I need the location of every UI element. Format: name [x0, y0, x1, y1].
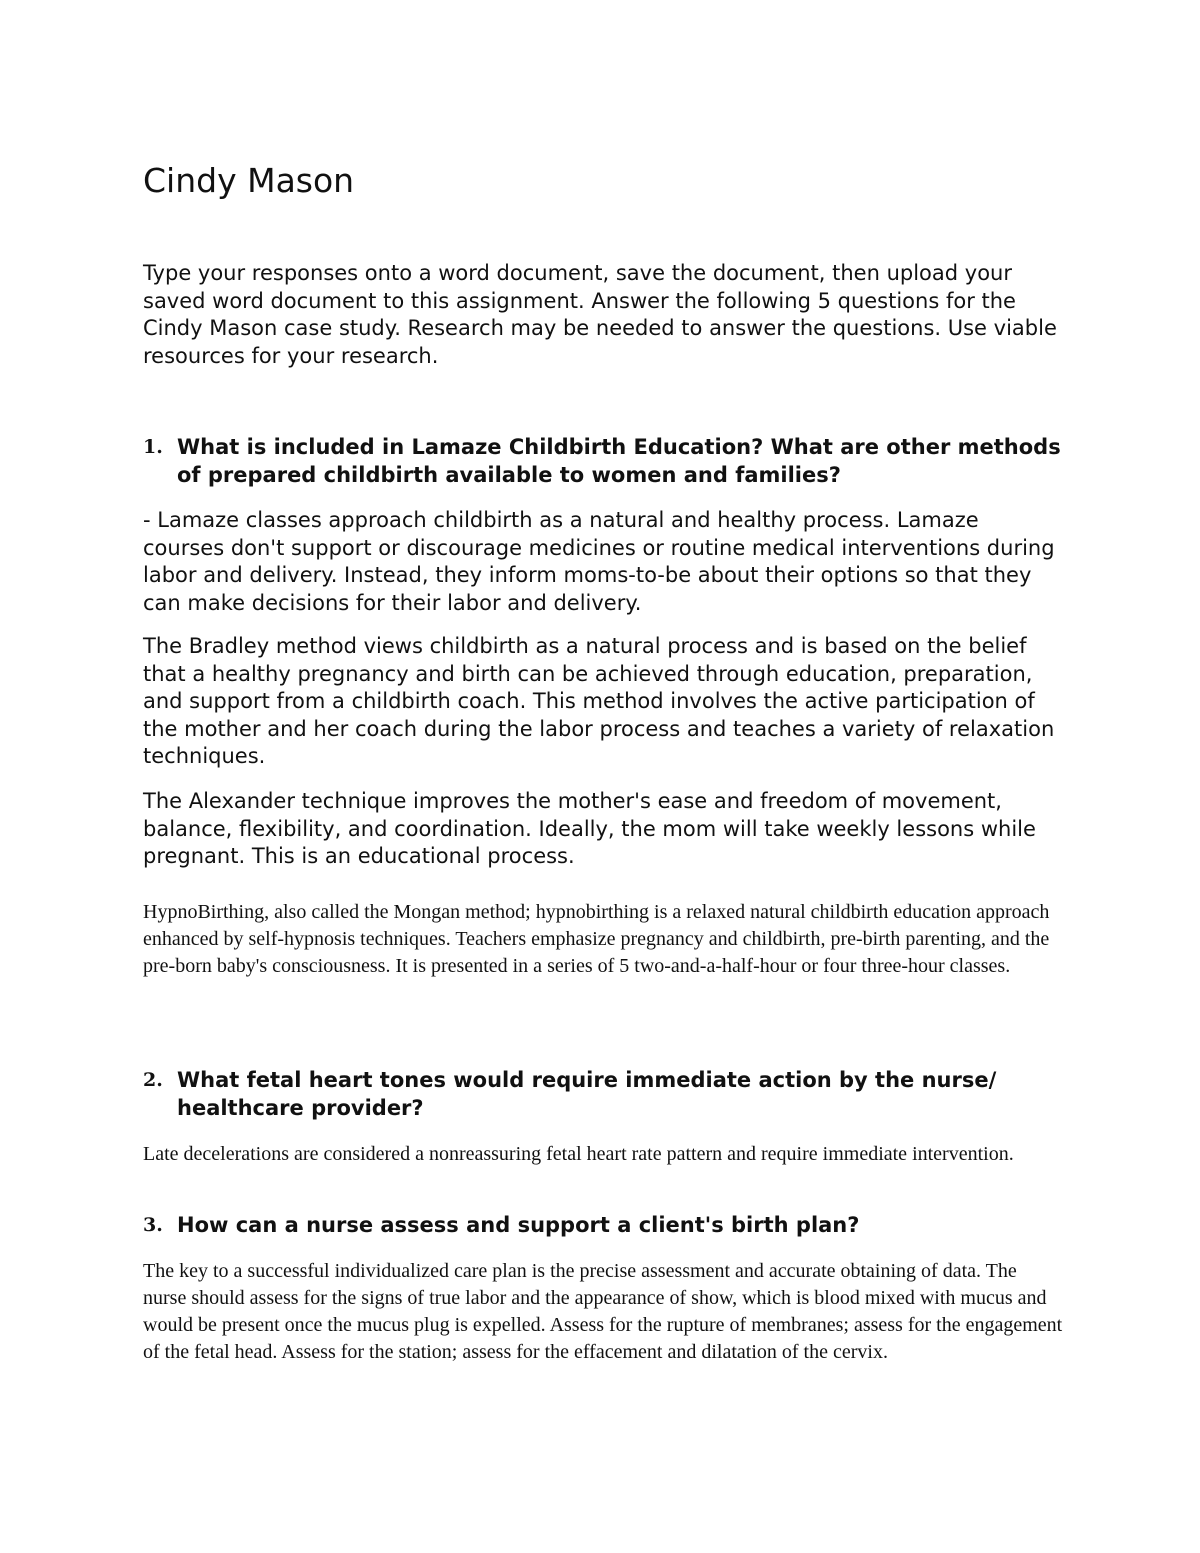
- question-3: [143, 1211, 1063, 1239]
- answer-alexander-technique: The Alexander technique improves the mother's ease and freedom of movement, balance, flexibility, and coordination. Ideally, the mom will take weekly lessons while pregnant. This is an educational process.: [143, 789, 1036, 868]
- question-number: 1.: [143, 436, 163, 458]
- question-1: [143, 433, 1063, 489]
- document-title: Cindy Mason: [143, 161, 355, 200]
- answer-hypnobirthing: HypnoBirthing, also called the Mongan method; hypnobirthing is a relaxed natural childbirth education approach enhanced by self-hypnosis techniques. Teachers emphasize pregnancy and childbirth, pre-birth parenting, and the pre-born baby's consciousness. It is presented in a series of 5 two-and-a-half-hour or four three-hour classes.: [143, 901, 1050, 977]
- question-number: 3.: [143, 1214, 163, 1236]
- assignment-instructions: Type your responses onto a word document, save the document, then upload your saved word document to this assignment. Answer the following 5 questions for the Cindy Mason case study. Research may be needed to answer the questions. Use viable resources for your research.: [143, 261, 1057, 368]
- question-2: [143, 1066, 1063, 1122]
- answer-bradley-method: The Bradley method views childbirth as a natural process and is based on the belief that a healthy pregnancy and birth can be achieved through education, preparation, and support from a childbirth coach. This method involves the active participation of the mother and her coach during the labor process and teaches a variety of relaxation techniques.: [143, 634, 1055, 768]
- question-text: What fetal heart tones would require immediate action by the nurse/ healthcare provider?: [177, 1068, 997, 1120]
- answer-birth-plan: The key to a successful individualized care plan is the precise assessment and accurate obtaining of data. The nurse should assess for the signs of true labor and the appearance of show, which is blood mixed with mucus and would be present once the mucus plug is expelled. Assess for the rupture of membranes; assess for the engagement of the fetal head. Assess for the station; assess for the effacement and dilatation of the cervix.: [143, 1260, 1063, 1363]
- question-text: How can a nurse assess and support a client's birth plan?: [177, 1213, 860, 1237]
- answer-lamaze: - Lamaze classes approach childbirth as a natural and healthy process. Lamaze courses don't support or discourage medicines or routine medical interventions during labor and delivery. Instead, they inform moms-to-be about their options so that they can make decisions for their labor and delivery.: [143, 508, 1055, 615]
- question-number: 2.: [143, 1069, 163, 1091]
- question-text: What is included in Lamaze Childbirth Education? What are other methods of prepared childbirth available to women and families?: [177, 435, 1061, 487]
- answer-fetal-heart-tones: Late decelerations are considered a nonreassuring fetal heart rate pattern and require immediate intervention.: [143, 1143, 1014, 1165]
